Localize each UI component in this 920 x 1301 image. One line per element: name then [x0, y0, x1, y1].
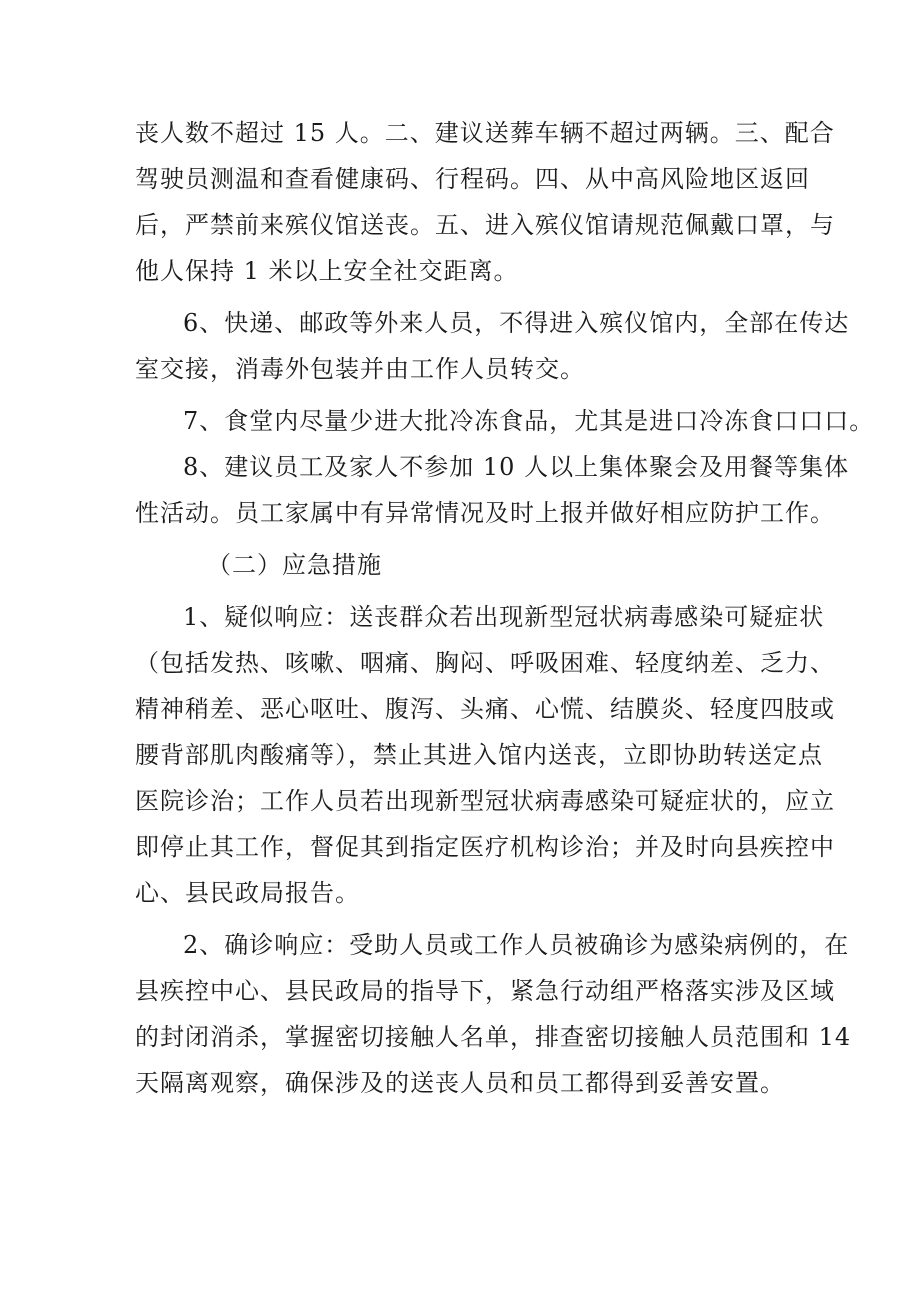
section-heading-emergency-measures	[135, 542, 790, 588]
paragraph-item-6	[135, 300, 850, 392]
paragraph-funeral-rules	[135, 110, 835, 294]
text-line: （包括发热、咳嗽、咽痛、胸闷、呼吸困难、轻度纳差、乏力、	[135, 649, 835, 677]
text-line: 1、疑似响应：送丧群众若出现新型冠状病毒感染可疑症状	[183, 603, 825, 631]
paragraph-item-8	[135, 444, 850, 536]
text-line: 丧人数不超过 15 人。二、建议送葬车辆不超过两辆。三、配合	[135, 119, 835, 147]
document-page	[135, 110, 875, 1106]
text-line: 驾驶员测温和查看健康码、行程码。四、从中高风险地区返回	[135, 165, 810, 193]
text-line: 6、快递、邮政等外来人员，不得进入殡仪馆内，全部在传达	[183, 309, 850, 337]
text-line: 即停止其工作，督促其到指定医疗机构诊治；并及时向县疾控中	[135, 833, 835, 861]
text-line: 腰背部肌肉酸痛等），禁止其进入馆内送丧，立即协助转送定点	[135, 741, 823, 769]
heading-text: （二）应急措施	[207, 551, 382, 579]
paragraph-confirmed-response	[135, 922, 852, 1106]
text-line: 心、县民政局报告。	[135, 879, 360, 907]
text-line: 性活动。员工家属中有异常情况及时上报并做好相应防护工作。	[135, 499, 835, 527]
text-line: 后，严禁前来殡仪馆送丧。五、进入殡仪馆请规范佩戴口罩，与	[135, 211, 835, 239]
text-line: 室交接，消毒外包装并由工作人员转交。	[135, 355, 585, 383]
text-line: 天隔离观察，确保涉及的送丧人员和员工都得到妥善安置。	[135, 1069, 785, 1097]
paragraph-item-7	[135, 398, 875, 444]
text-line: 7、食堂内尽量少进大批冷冻食品，尤其是进口冷冻食口口口。	[183, 407, 875, 435]
text-line: 精神稍差、恶心呕吐、腹泻、头痛、心慌、结膜炎、轻度四肢或	[135, 695, 835, 723]
text-line: 8、建议员工及家人不参加 10 人以上集体聚会及用餐等集体	[183, 453, 850, 481]
paragraph-suspected-response	[135, 594, 835, 916]
text-line: 医院诊治；工作人员若出现新型冠状病毒感染可疑症状的，应立	[135, 787, 835, 815]
text-line: 县疾控中心、县民政局的指导下，紧急行动组严格落实涉及区域	[135, 977, 835, 1005]
text-line: 他人保持 1 米以上安全社交距离。	[135, 257, 519, 285]
text-line: 的封闭消杀，掌握密切接触人名单，排查密切接触人员范围和 14	[135, 1023, 852, 1051]
text-line: 2、确诊响应：受助人员或工作人员被确诊为感染病例的，在	[183, 931, 850, 959]
